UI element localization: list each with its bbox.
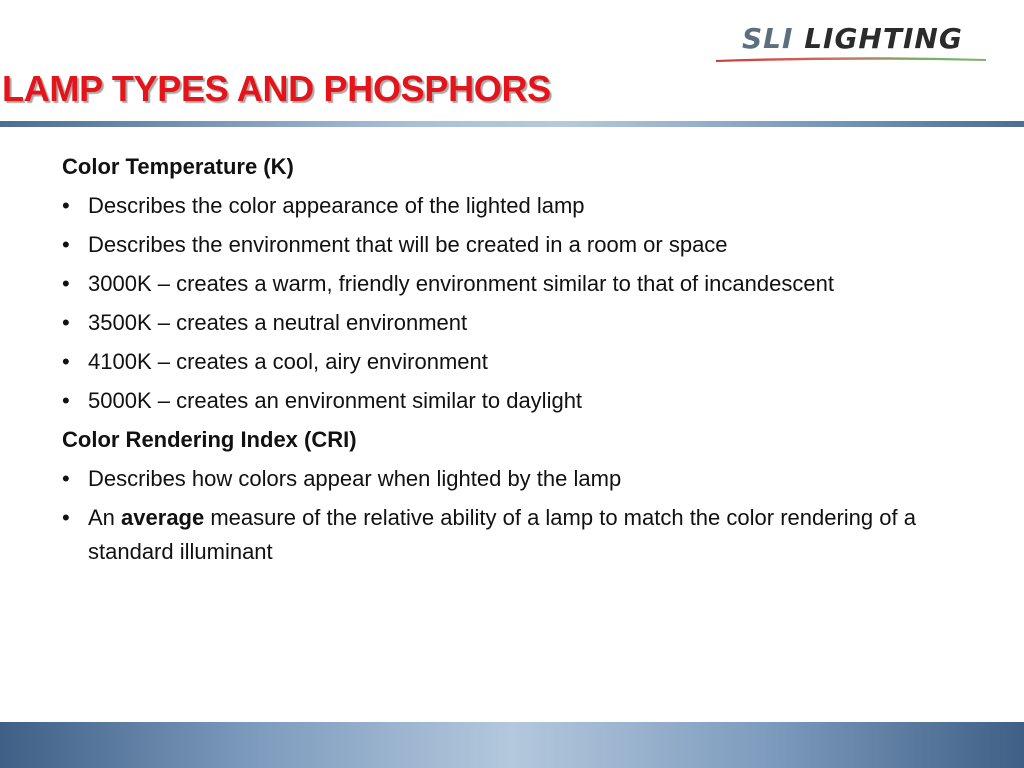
logo-lighting-text: LIGHTING — [804, 22, 963, 55]
bullet-item — [62, 228, 942, 262]
bullet-text: Describes how colors appear when lighted by the lamp — [88, 466, 622, 491]
bullet-dot: • — [62, 310, 70, 335]
bullet-text: Describes the environment that will be created in a room or space — [88, 232, 728, 257]
slide-content — [62, 150, 942, 574]
bullet-dot: • — [62, 193, 70, 218]
bullet-dot: • — [62, 388, 70, 413]
bullet-dot: • — [62, 271, 70, 296]
bullet-item — [62, 306, 942, 340]
bullet-text-after: measure of the relative ability of a lamp to match the color rendering of a standard illuminant — [88, 505, 916, 564]
logo-wordmark — [742, 22, 963, 55]
bullet-item — [62, 384, 942, 418]
bullet-dot: • — [62, 232, 70, 257]
bullet-dot: • — [62, 505, 70, 530]
bullet-text: 3500K – creates a neutral environment — [88, 310, 468, 335]
bullet-text-before: An — [88, 505, 115, 530]
slide-title: LAMP TYPES AND PHOSPHORS — [2, 68, 551, 109]
logo-sli-text: SLI — [742, 22, 794, 55]
bullet-emphasis: average — [121, 505, 205, 530]
bullet-item — [62, 267, 942, 301]
title-divider — [0, 121, 1024, 127]
bullet-text: 4100K – creates a cool, airy environment — [88, 349, 488, 374]
logo-swoosh-icon — [716, 56, 986, 62]
bullet-item — [62, 501, 942, 569]
section-heading-cri: Color Rendering Index (CRI) — [62, 427, 357, 452]
section-heading-color-temperature: Color Temperature (K) — [62, 154, 294, 179]
bullet-text: Describes the color appearance of the lighted lamp — [88, 193, 585, 218]
bullet-text: 5000K – creates an environment similar to daylight — [88, 388, 583, 413]
bullet-item — [62, 345, 942, 379]
bullet-dot: • — [62, 466, 70, 491]
bullet-text: 3000K – creates a warm, friendly environment similar to that of incandescent — [88, 271, 834, 296]
bullet-item — [62, 462, 942, 496]
bullet-dot: • — [62, 349, 70, 374]
bullet-item — [62, 189, 942, 223]
footer-bar — [0, 722, 1024, 768]
sli-lighting-logo — [716, 20, 1006, 66]
